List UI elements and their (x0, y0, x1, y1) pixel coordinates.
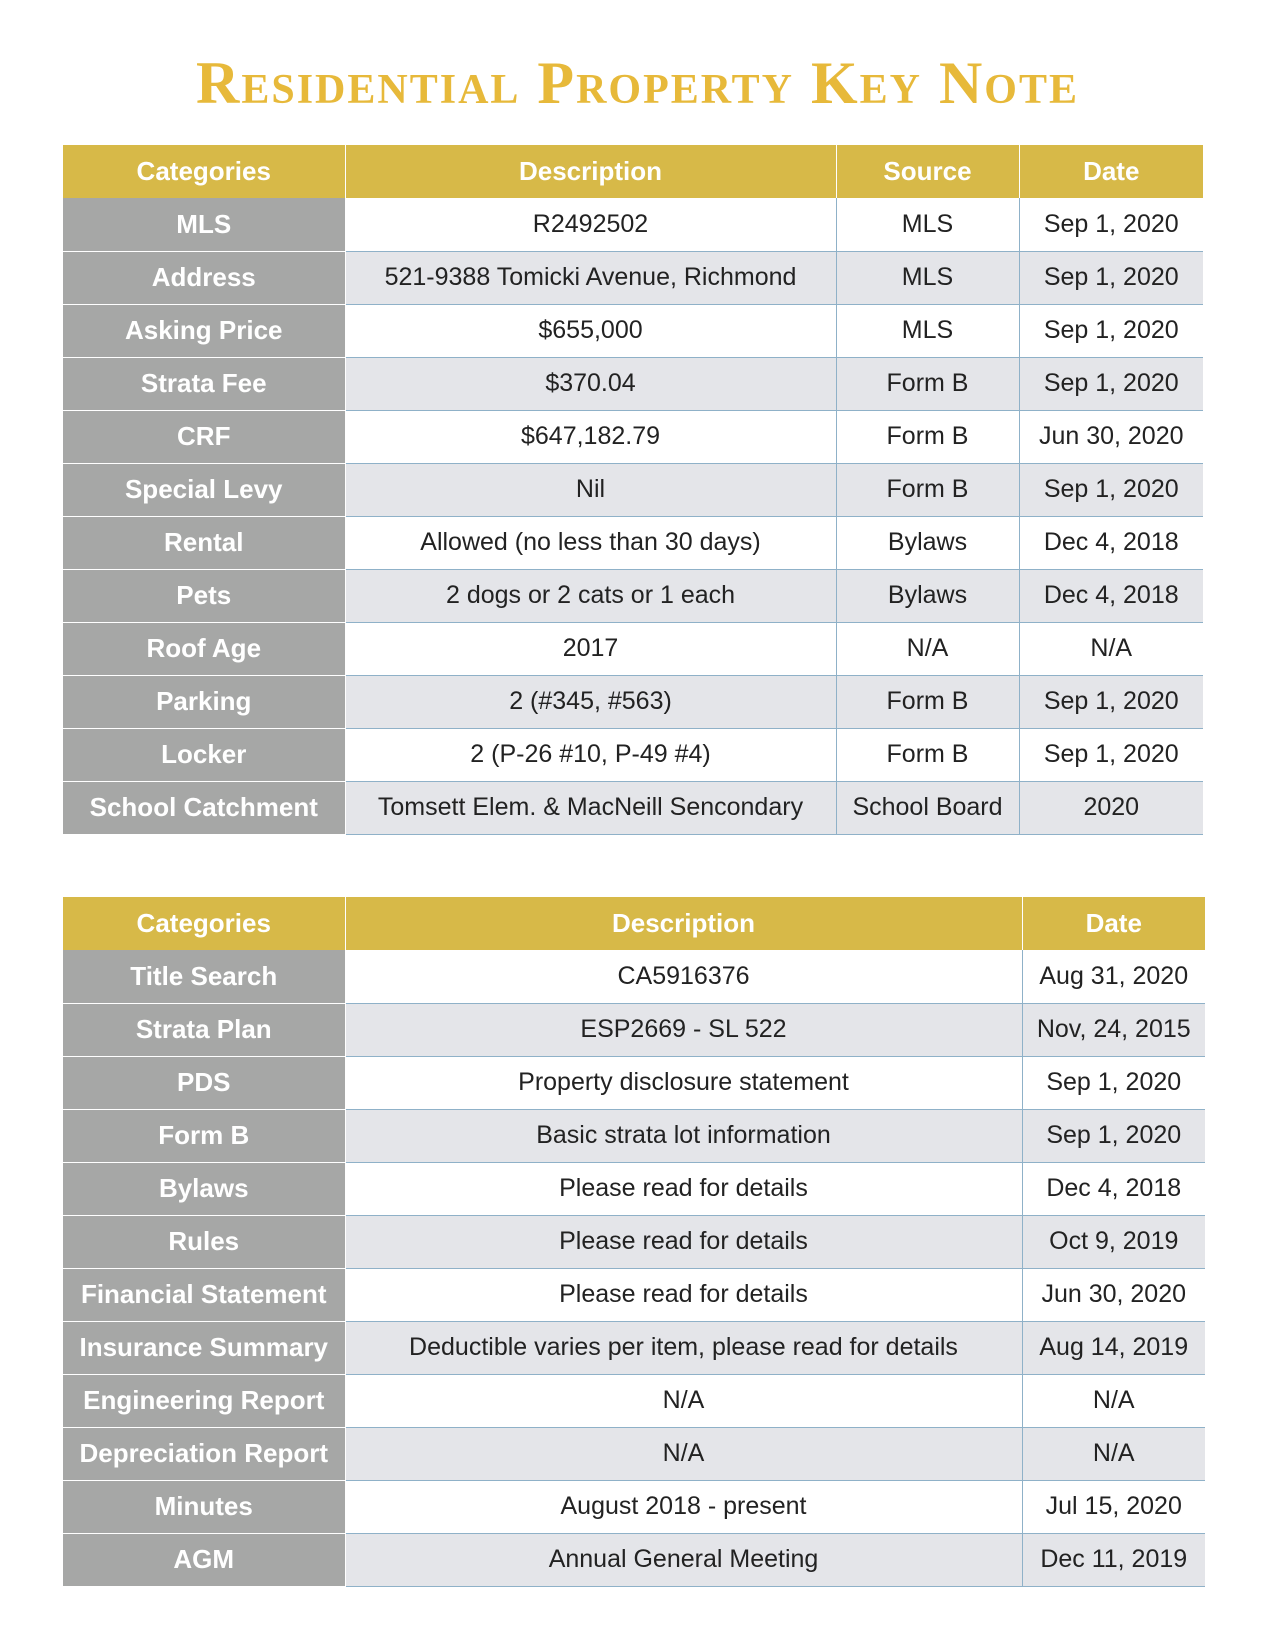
table-row (63, 1003, 1205, 1056)
source-cell: Form B (836, 675, 1019, 728)
category-cell: Strata Fee (63, 357, 345, 410)
description-cell: $647,182.79 (345, 410, 836, 463)
date-cell: Dec 4, 2018 (1019, 516, 1203, 569)
table-row (63, 1427, 1205, 1480)
date-cell: Jul 15, 2020 (1022, 1480, 1205, 1533)
description-cell: ESP2669 - SL 522 (345, 1003, 1022, 1056)
description-cell: Annual General Meeting (345, 1533, 1022, 1586)
date-cell: N/A (1022, 1427, 1205, 1480)
description-cell: Please read for details (345, 1268, 1022, 1321)
category-cell: Depreciation Report (63, 1427, 345, 1480)
category-cell: Locker (63, 728, 345, 781)
description-cell: Basic strata lot information (345, 1109, 1022, 1162)
table-row (63, 728, 1203, 781)
column-header-description: Description (345, 145, 836, 198)
table-row (63, 304, 1203, 357)
date-cell: N/A (1019, 622, 1203, 675)
category-cell: School Catchment (63, 781, 345, 834)
description-cell: $370.04 (345, 357, 836, 410)
category-cell: CRF (63, 410, 345, 463)
description-cell: 2 dogs or 2 cats or 1 each (345, 569, 836, 622)
description-cell: 521-9388 Tomicki Avenue, Richmond (345, 251, 836, 304)
category-cell: Insurance Summary (63, 1321, 345, 1374)
date-cell: Aug 14, 2019 (1022, 1321, 1205, 1374)
table-row (63, 1215, 1205, 1268)
description-cell: N/A (345, 1427, 1022, 1480)
category-cell: Roof Age (63, 622, 345, 675)
category-cell: Engineering Report (63, 1374, 345, 1427)
source-cell: N/A (836, 622, 1019, 675)
category-cell: Strata Plan (63, 1003, 345, 1056)
description-cell: N/A (345, 1374, 1022, 1427)
source-cell: Form B (836, 463, 1019, 516)
table-row (63, 1480, 1205, 1533)
table-row (63, 198, 1203, 251)
table-header-row (63, 145, 1203, 198)
category-cell: Rules (63, 1215, 345, 1268)
column-header-date: Date (1022, 897, 1205, 950)
description-cell: R2492502 (345, 198, 836, 251)
date-cell: Sep 1, 2020 (1019, 728, 1203, 781)
table-row (63, 463, 1203, 516)
table-row (63, 251, 1203, 304)
table-row (63, 1268, 1205, 1321)
table-row (63, 950, 1205, 1003)
column-header-description: Description (345, 897, 1022, 950)
date-cell: Nov, 24, 2015 (1022, 1003, 1205, 1056)
table-row (63, 410, 1203, 463)
date-cell: Sep 1, 2020 (1019, 357, 1203, 410)
category-cell: Minutes (63, 1480, 345, 1533)
source-cell: MLS (836, 198, 1019, 251)
date-cell: Dec 4, 2018 (1022, 1162, 1205, 1215)
description-cell: August 2018 - present (345, 1480, 1022, 1533)
description-cell: Allowed (no less than 30 days) (345, 516, 836, 569)
category-cell: Parking (63, 675, 345, 728)
table-row (63, 1109, 1205, 1162)
date-cell: Sep 1, 2020 (1019, 304, 1203, 357)
date-cell: Sep 1, 2020 (1019, 251, 1203, 304)
date-cell: Sep 1, 2020 (1019, 463, 1203, 516)
date-cell: N/A (1022, 1374, 1205, 1427)
source-cell: Bylaws (836, 516, 1019, 569)
column-header-date: Date (1019, 145, 1203, 198)
table-row (63, 1374, 1205, 1427)
date-cell: Sep 1, 2020 (1022, 1056, 1205, 1109)
source-cell: MLS (836, 251, 1019, 304)
description-cell: Please read for details (345, 1162, 1022, 1215)
description-cell: 2 (#345, #563) (345, 675, 836, 728)
source-cell: School Board (836, 781, 1019, 834)
date-cell: Aug 31, 2020 (1022, 950, 1205, 1003)
date-cell: Jun 30, 2020 (1022, 1268, 1205, 1321)
table-row (63, 622, 1203, 675)
table-row (63, 516, 1203, 569)
column-header-source: Source (836, 145, 1019, 198)
documents-table (63, 897, 1205, 1587)
description-cell: Property disclosure statement (345, 1056, 1022, 1109)
date-cell: Sep 1, 2020 (1019, 675, 1203, 728)
date-cell: Jun 30, 2020 (1019, 410, 1203, 463)
source-cell: Bylaws (836, 569, 1019, 622)
description-cell: Tomsett Elem. & MacNeill Sencondary (345, 781, 836, 834)
category-cell: Financial Statement (63, 1268, 345, 1321)
source-cell: Form B (836, 728, 1019, 781)
table-row (63, 1162, 1205, 1215)
table-row (63, 357, 1203, 410)
description-cell: Nil (345, 463, 836, 516)
description-cell: $655,000 (345, 304, 836, 357)
table-row (63, 1321, 1205, 1374)
table-row (63, 1533, 1205, 1586)
date-cell: 2020 (1019, 781, 1203, 834)
page-title: Residential Property Key Note (196, 50, 1079, 116)
category-cell: Bylaws (63, 1162, 345, 1215)
category-cell: Asking Price (63, 304, 345, 357)
category-cell: MLS (63, 198, 345, 251)
source-cell: Form B (836, 357, 1019, 410)
column-header-categories: Categories (63, 897, 345, 950)
date-cell: Sep 1, 2020 (1022, 1109, 1205, 1162)
category-cell: Title Search (63, 950, 345, 1003)
source-cell: Form B (836, 410, 1019, 463)
table-row (63, 781, 1203, 834)
key-info-table (63, 145, 1203, 835)
category-cell: PDS (63, 1056, 345, 1109)
table-row (63, 1056, 1205, 1109)
date-cell: Dec 11, 2019 (1022, 1533, 1205, 1586)
table-header-row (63, 897, 1205, 950)
table-row (63, 569, 1203, 622)
description-cell: 2 (P-26 #10, P-49 #4) (345, 728, 836, 781)
date-cell: Sep 1, 2020 (1019, 198, 1203, 251)
date-cell: Dec 4, 2018 (1019, 569, 1203, 622)
source-cell: MLS (836, 304, 1019, 357)
category-cell: AGM (63, 1533, 345, 1586)
description-cell: Please read for details (345, 1215, 1022, 1268)
category-cell: Rental (63, 516, 345, 569)
description-cell: 2017 (345, 622, 836, 675)
date-cell: Oct 9, 2019 (1022, 1215, 1205, 1268)
category-cell: Address (63, 251, 345, 304)
table-row (63, 675, 1203, 728)
column-header-categories: Categories (63, 145, 345, 198)
description-cell: CA5916376 (345, 950, 1022, 1003)
category-cell: Form B (63, 1109, 345, 1162)
category-cell: Special Levy (63, 463, 345, 516)
description-cell: Deductible varies per item, please read for details (345, 1321, 1022, 1374)
category-cell: Pets (63, 569, 345, 622)
